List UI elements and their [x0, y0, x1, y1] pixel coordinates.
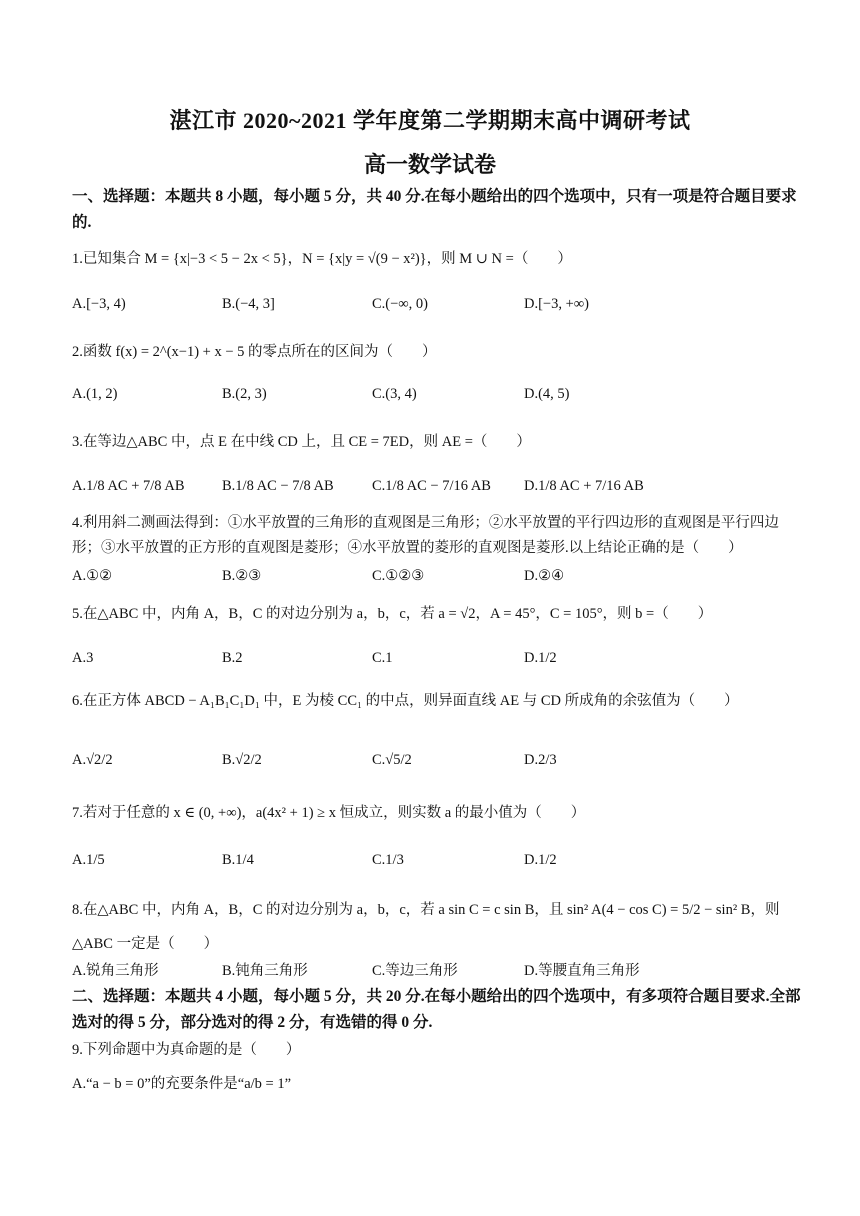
question-7-stem: 7.若对于任意的 x ∈ (0, +∞)，a(4x² + 1) ≥ x 恒成立，则实数 a 的最小值为（ ）	[72, 805, 586, 821]
q9-option-a: A.“a − b = 0”的充要条件是“a/b = 1”	[72, 1076, 292, 1092]
q5-option-a: A.3	[72, 649, 94, 666]
q2-option-a: A.(1, 2)	[72, 385, 118, 402]
q1-option-a: A.[−3, 4)	[72, 295, 126, 312]
q1-option-c: C.(−∞, 0)	[372, 295, 428, 312]
q2-option-c: C.(3, 4)	[372, 385, 417, 402]
q2-option-b: B.(2, 3)	[222, 385, 267, 402]
question-8-stem: 8.在△ABC 中，内角 A，B，C 的对边分别为 a，b，c，若 a sin C = c sin B，且 sin² A(4 − cos C) = 5/2 − sin² B，则△ABC 一定是（ ）	[72, 902, 780, 952]
question-2-stem: 2.函数 f(x) = 2^(x−1) + x − 5 的零点所在的区间为（ ）	[72, 344, 437, 360]
q4-option-b: B.②③	[222, 567, 262, 584]
q7-option-d: D.1/2	[524, 851, 557, 868]
question-6-options	[72, 740, 812, 780]
q6-option-c: C.√5/2	[372, 751, 412, 768]
question-4-stem: 4.利用斜二测画法得到：①水平放置的三角形的直观图是三角形；②水平放置的平行四边形的直观图是平行四边形；③水平放置的正方形的直观图是菱形；④水平放置的菱形的直观图是菱形.以上结论正确的是（ ）	[72, 515, 779, 556]
question-3-stem: 3.在等边△ABC 中，点 E 在中线 CD 上，且 CE = 7ED，则 AE =（ ）	[72, 434, 531, 450]
q5-option-c: C.1	[372, 649, 393, 666]
q7-option-a: A.1/5	[72, 851, 105, 868]
q7-option-b: B.1/4	[222, 851, 254, 868]
section-2-heading: 二、选择题：本题共 4 小题，每小题 5 分，共 20 分.在每小题给出的四个选项中，有多项符合题目要求.全部选对的得 5 分，部分选对的得 2 分，有选错的得 0 分.	[72, 988, 801, 1031]
q6-option-d: D.2/3	[524, 751, 557, 768]
q4-option-a: A.①②	[72, 567, 113, 584]
question-5-stem: 5.在△ABC 中，内角 A，B，C 的对边分别为 a，b，c，若 a = √2，A = 45°，C = 105°，则 b =（ ）	[72, 606, 713, 622]
exam-subtitle: 高一数学试卷	[363, 152, 496, 177]
q3-option-c: C.1/8 AC − 7/16 AB	[372, 477, 491, 494]
q8-option-b: B.钝角三角形	[222, 962, 308, 979]
q3-option-b: B.1/8 AC − 7/8 AB	[222, 477, 334, 494]
q4-option-d: D.②④	[524, 567, 565, 584]
question-5-options	[72, 638, 812, 678]
question-9-stem: 9.下列命题中为真命题的是（ ）	[72, 1042, 301, 1058]
question-7-options	[72, 840, 812, 880]
q5-option-b: B.2	[222, 649, 243, 666]
question-1-stem: 1.已知集合 M = {x|−3 < 5 − 2x < 5}，N = {x|y = √(9 − x²)}，则 M ∪ N =（ ）	[72, 251, 572, 267]
q8-option-d: D.等腰直角三角形	[524, 962, 640, 979]
q1-option-d: D.[−3, +∞)	[524, 295, 589, 312]
q4-option-c: C.①②③	[372, 567, 425, 584]
q8-option-a: A.锐角三角形	[72, 962, 159, 979]
q5-option-d: D.1/2	[524, 649, 557, 666]
question-1-options	[72, 284, 812, 324]
question-4-options	[72, 563, 812, 589]
section-1-heading: 一、选择题：本题共 8 小题，每小题 5 分，共 40 分.在每小题给出的四个选项中，只有一项是符合题目要求的.	[72, 188, 797, 231]
exam-title: 湛江市 2020~2021 学年度第二学期期末高中调研考试	[169, 108, 691, 133]
q1-option-b: B.(−4, 3]	[222, 295, 275, 312]
question-2-options	[72, 374, 812, 414]
q3-option-a: A.1/8 AC + 7/8 AB	[72, 477, 185, 494]
q8-option-c: C.等边三角形	[372, 962, 458, 979]
q3-option-d: D.1/8 AC + 7/16 AB	[524, 477, 644, 494]
q6-option-b: B.√2/2	[222, 751, 262, 768]
question-3-options	[72, 466, 812, 506]
q6-option-a: A.√2/2	[72, 751, 113, 768]
question-6-stem: 6.在正方体 ABCD − A₁B₁C₁D₁ 中，E 为棱 CC₁ 的中点，则异面直线 AE 与 CD 所成角的余弦值为（ ）	[72, 693, 739, 709]
q7-option-c: C.1/3	[372, 851, 404, 868]
q2-option-d: D.(4, 5)	[524, 385, 570, 402]
question-8-options	[72, 956, 812, 982]
